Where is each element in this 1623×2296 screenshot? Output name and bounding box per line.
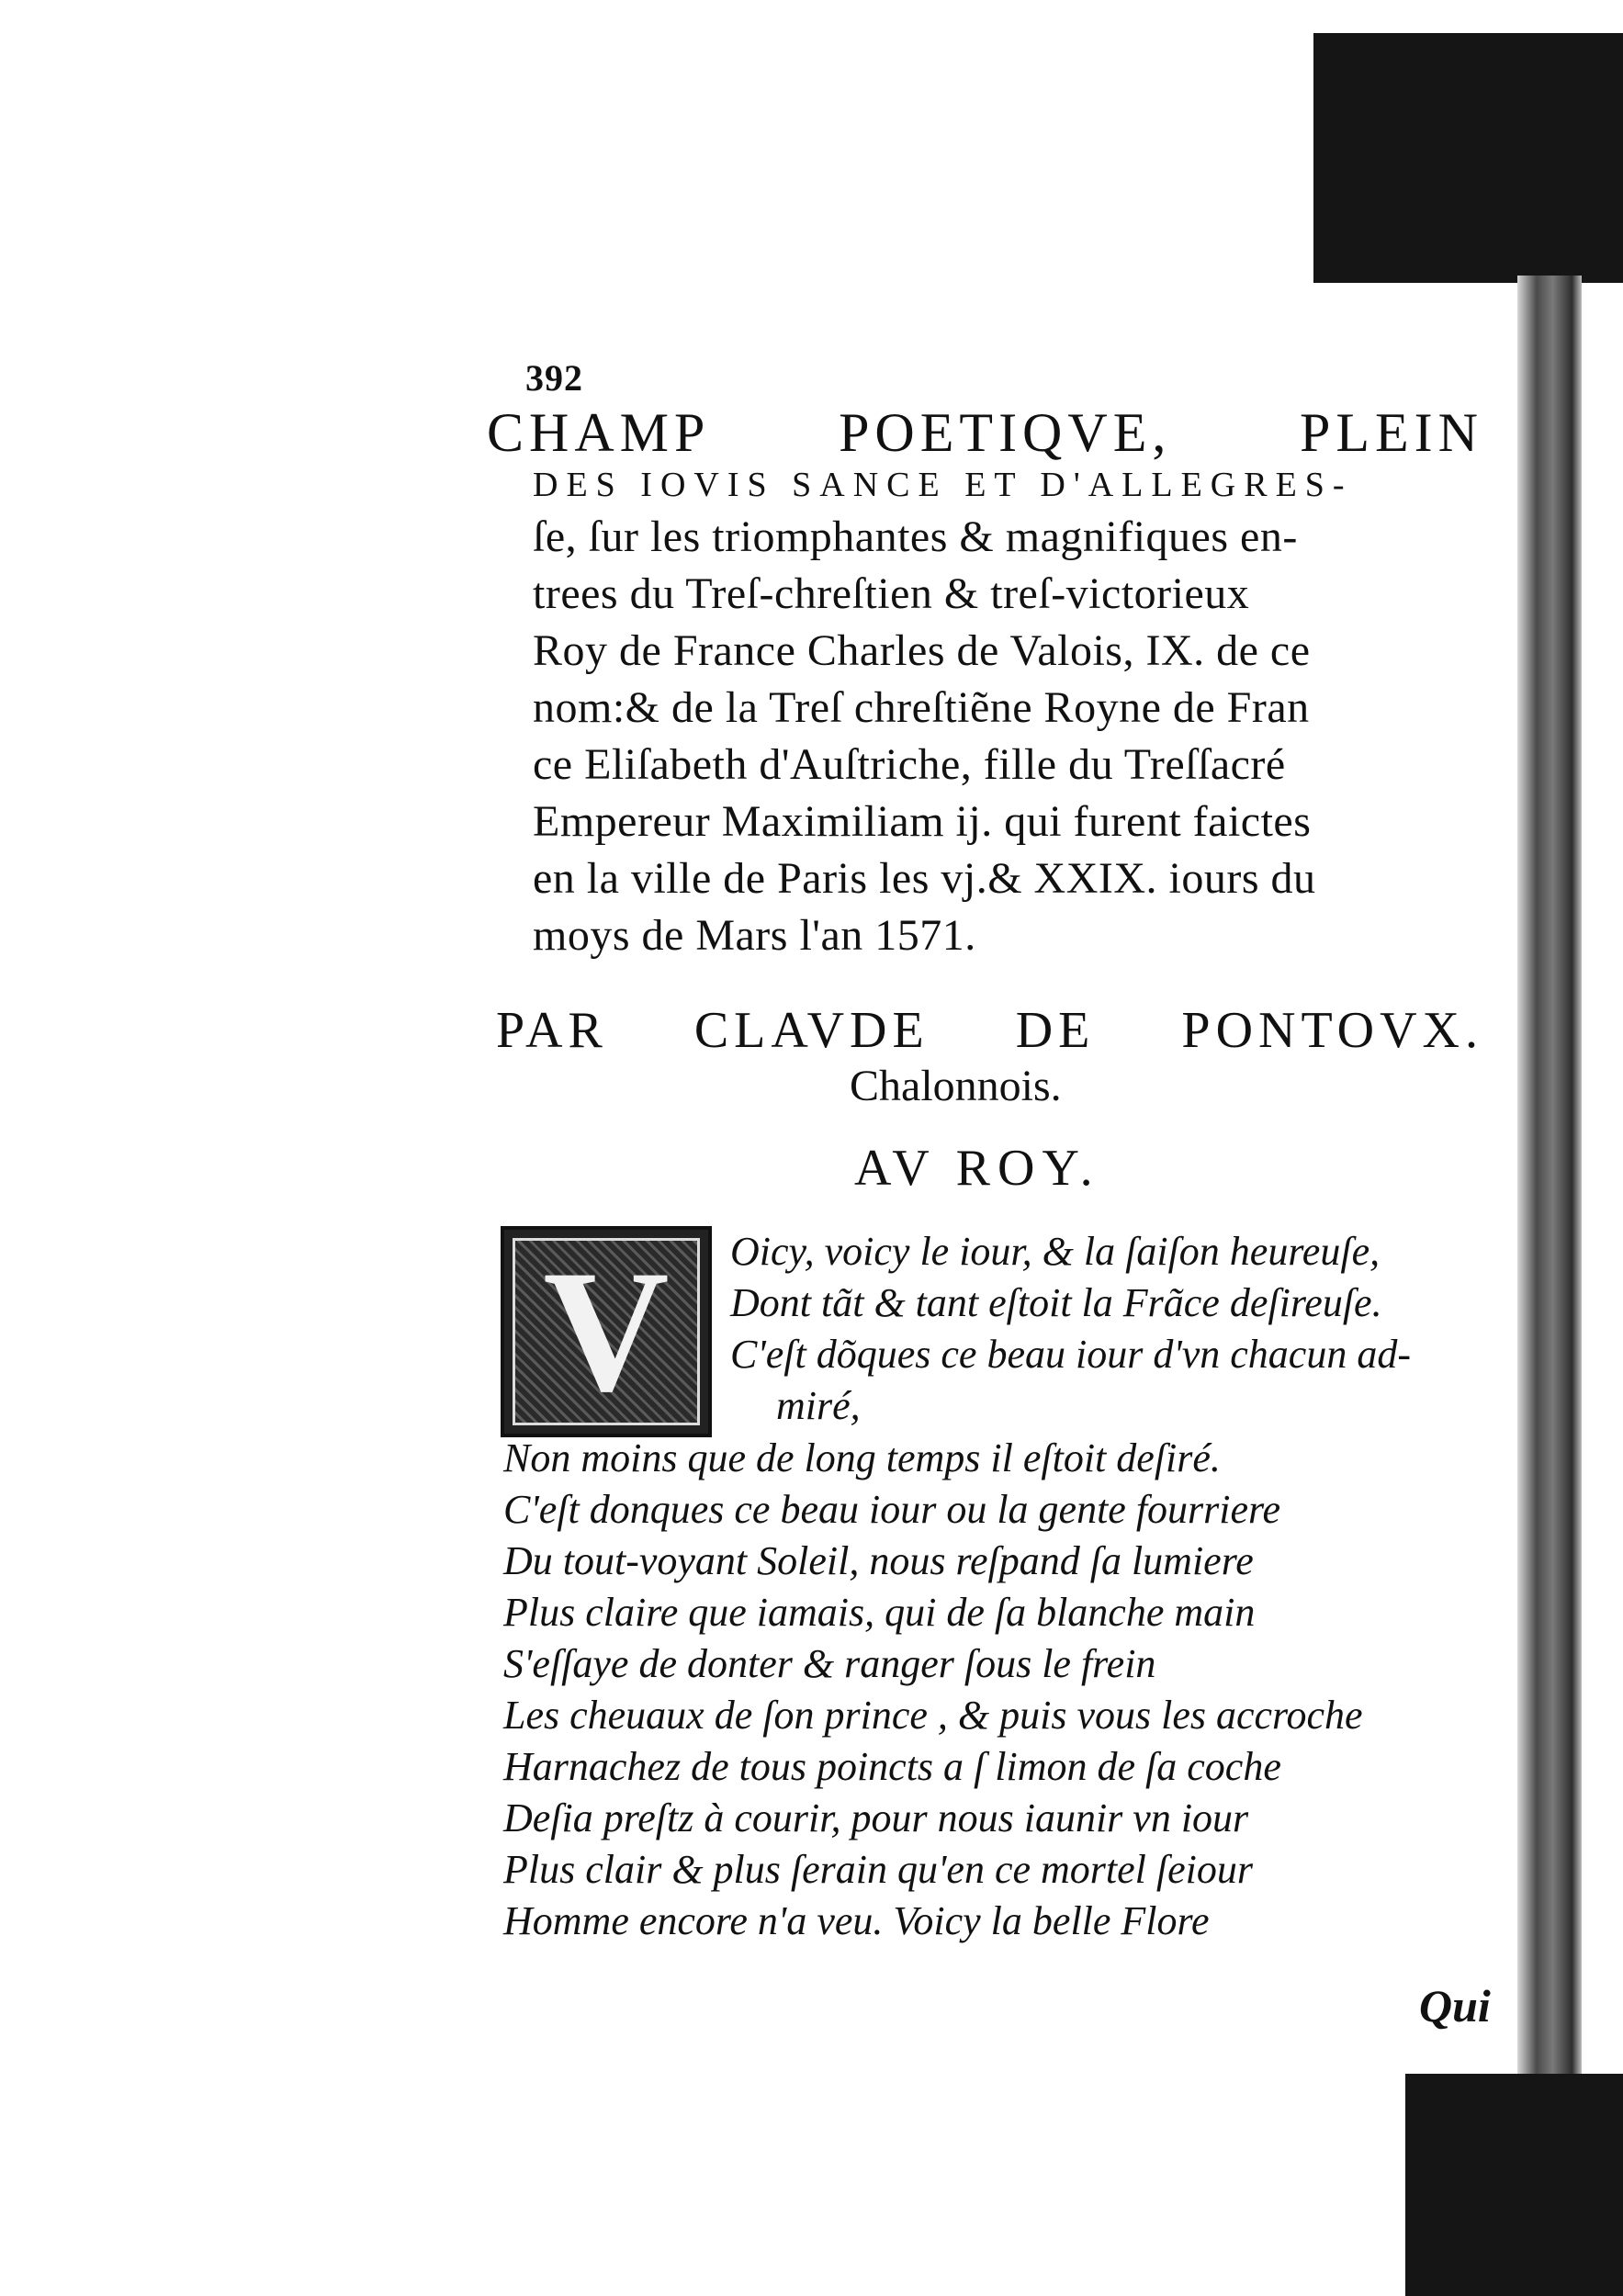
title-line: moys de Mars l'an 1571. [533,911,976,960]
title-block [487,404,1483,964]
verse-line: S'eſſaye de donter & ranger ſous le frein [503,1641,1156,1686]
author-word: DE [1015,1002,1096,1059]
initial-letter: V [543,1235,670,1428]
title-line: Empereur Maximiliam ij. qui furent faictes [533,797,1312,846]
verse-line: Non moins que de long temps il eſtoit deſiré. [503,1435,1221,1480]
title-main [487,404,1483,461]
title-word: CHAMP [487,402,711,463]
verse-line: Oicy, voicy le iour, & la ſaiſon heureuſe, [730,1229,1381,1274]
scan-border-bottom [1405,2074,1623,2296]
title-line: ce Eliſabeth d'Auſtriche, fille du Treſſacré [533,740,1286,789]
title-line: trees du Treſ-chreſtien & treſ-victorieux [533,569,1250,618]
scan-border-top [1313,33,1623,283]
verse-with-initial [730,1226,1411,1432]
title-line: ſe, ſur les triomphantes & magnifiques en- [533,512,1298,561]
decorated-initial [501,1226,712,1437]
title-line: nom:& de la Treſ chreſtiẽne Royne de Fran [533,683,1310,732]
dedication-heading: AV ROY. [854,1140,1100,1197]
verse-body [503,1433,1363,1947]
verse-line: Du tout-voyant Soleil, nous reſpand ſa lumiere [503,1538,1254,1583]
verse-line: Plus claire que iamais, qui de ſa blanche main [503,1590,1256,1635]
title-word: PLEIN [1300,402,1483,463]
title-body [487,509,1483,964]
page-fore-edge [1517,276,1582,2076]
verse-line: Plus clair & plus ſerain qu'en ce mortel ſeiour [503,1847,1253,1892]
verse-line: Homme encore n'a veu. Voicy la belle Flore [503,1898,1210,1943]
author-word: CLAVDE [693,1002,930,1059]
verse-line: Harnachez de tous poincts a ſ limon de ſa coche [503,1744,1281,1789]
title-line: Roy de France Charles de Valois, IX. de ce [533,626,1311,675]
initial-ornament [513,1235,700,1428]
title-subline: DES IOVIS SANCE ET D'ALLEGRES- [533,466,1353,504]
author-line [496,1001,1483,1060]
catchword: Qui [1419,1980,1491,2032]
verse-line: miré, [776,1383,861,1428]
verse-line: Dont tãt & tant eſtoit la Frãce deſireuſe. [730,1280,1382,1325]
verse-line: C'eſt dõques ce beau iour d'vn chacun ad- [730,1332,1411,1377]
page-number: 392 [525,357,583,399]
title-line: en la ville de Paris les vj.& XXIX. iours du [533,854,1316,903]
author-word: PONTOVX. [1181,1002,1483,1059]
verse-line: Deſia preſtz à courir, pour nous iaunir vn iour [503,1795,1249,1840]
author-word: PAR [496,1002,608,1059]
author-place: Chalonnois. [850,1062,1062,1110]
title-word: POETIQVE, [839,402,1172,463]
verse-line: Les cheuaux de ſon prince , & puis vous les accroche [503,1693,1363,1738]
verse-line: C'eſt donques ce beau iour ou la gente fourriere [503,1487,1281,1532]
